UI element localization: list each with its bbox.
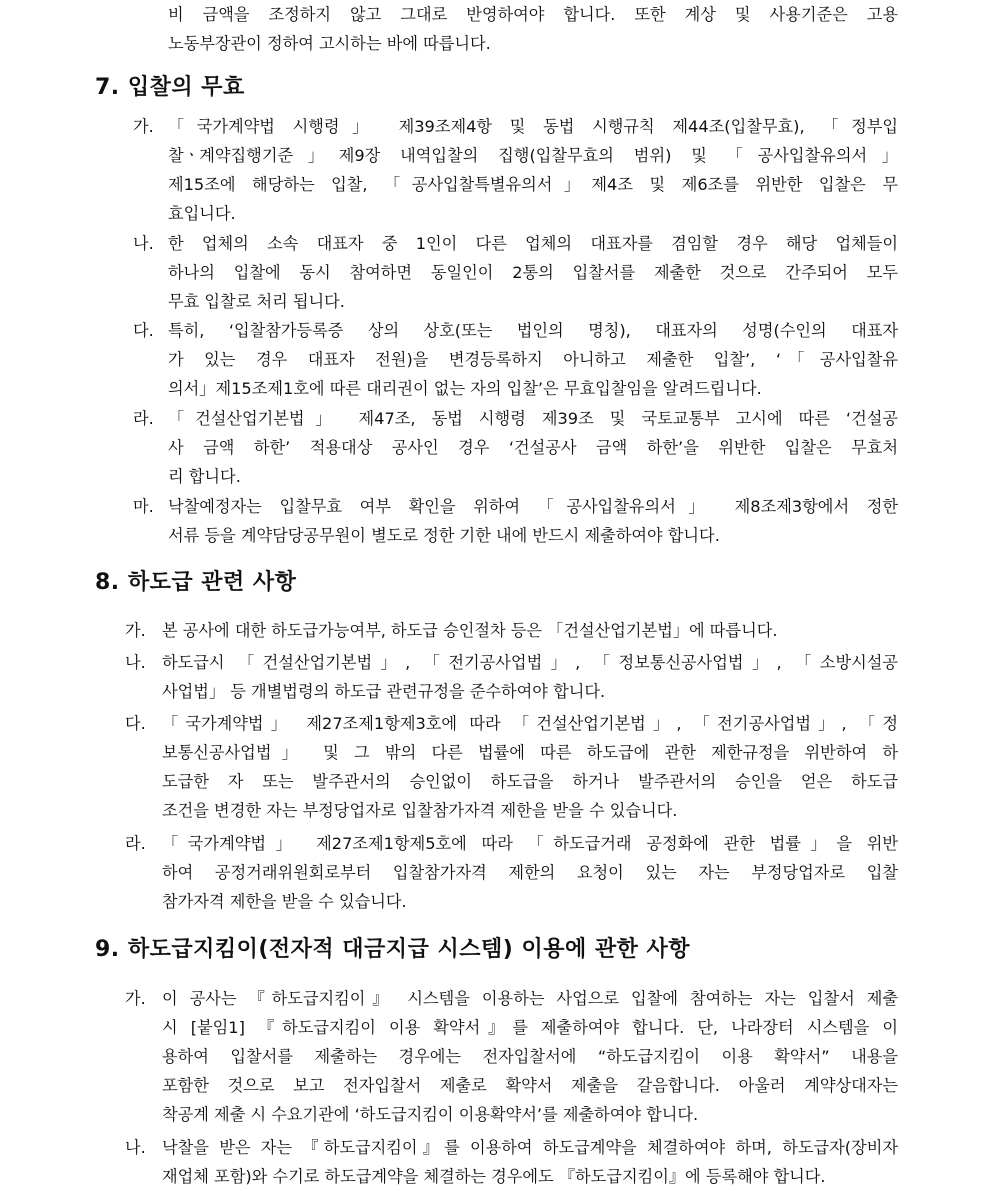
item-line: 의서」제15조제1호에 따른 대리권이 없는 자의 입찰’은 무효입찰임을 알려드립니다. — [168, 379, 762, 398]
section-7-item-ga — [133, 112, 898, 228]
item-line: 무효 입찰로 처리 됩니다. — [168, 292, 345, 311]
item-line: 「국가계약법」 제27조제1항제3호에 따라 「건설산업기본법」, 「전기공사업법」, 「정 — [162, 714, 898, 733]
item-line: 하나의 입찰에 동시 참여하면 동일인이 2통의 입찰서를 제출한 것으로 간주되어 모두 — [168, 263, 898, 282]
item-line: 하도급시 「건설산업기본법」, 「전기공사업법」, 「정보통신공사업법」, 「소방시설공 — [162, 653, 898, 672]
item-line: 「국가계약법 시행령」 제39조제4항 및 동법 시행규칙 제44조(입찰무효), 「정부입 — [168, 117, 898, 136]
item-marker: 가. — [133, 117, 154, 136]
intro-paragraph — [168, 0, 898, 58]
item-line: 서류 등을 계약담당공무원이 별도로 정한 기한 내에 반드시 제출하여야 합니다. — [168, 526, 720, 545]
item-marker: 가. — [125, 621, 146, 640]
item-line: 리 합니다. — [168, 467, 241, 486]
intro-line: 노동부장관이 정하여 고시하는 바에 따릅니다. — [168, 34, 491, 53]
section-8-item-na — [125, 648, 898, 706]
section-9-item-na — [125, 1133, 898, 1191]
section-7-heading: 7. 입찰의 무효 — [95, 75, 245, 100]
item-marker: 라. — [125, 834, 146, 853]
item-marker: 나. — [125, 1138, 146, 1157]
item-marker: 나. — [125, 653, 146, 672]
item-marker: 가. — [125, 989, 146, 1008]
item-line: 특히, ‘입찰참가등록증 상의 상호(또는 법인의 명칭), 대표자의 성명(수인의 대표자 — [168, 321, 898, 340]
item-marker: 나. — [133, 234, 154, 253]
section-8-item-ga — [125, 616, 898, 645]
item-line: 「국가계약법」 제27조제1항제5호에 따라 「하도급거래 공정화에 관한 법률」을 위반 — [162, 834, 898, 853]
item-line: 재업체 포함)와 수기로 하도급계약을 체결하는 경우에도 『하도급지킴이』에 등록해야 합니다. — [162, 1167, 826, 1186]
item-line: 낙찰을 받은 자는 『하도급지킴이』를 이용하여 하도급계약을 체결하여야 하며, 하도급자(장비자 — [162, 1138, 898, 1157]
item-line: 본 공사에 대한 하도급가능여부, 하도급 승인절차 등은 「건설산업기본법」에 따릅니다. — [162, 621, 778, 640]
item-line: 착공계 제출 시 수요기관에 ‘하도급지킴이 이용확약서’를 제출하여야 합니다. — [162, 1105, 699, 1124]
item-line: 보통신공사업법」 및 그 밖의 다른 법률에 따른 하도급에 관한 제한규정을 위반하여 하 — [162, 743, 898, 762]
item-marker: 다. — [133, 321, 154, 340]
item-line: 사 금액 하한’ 적용대상 공사인 경우 ‘건설공사 금액 하한’을 위반한 입찰은 무효처 — [168, 438, 898, 457]
item-marker: 다. — [125, 714, 146, 733]
item-line: 이 공사는 『하도급지킴이』 시스템을 이용하는 사업으로 입찰에 참여하는 자는 입찰서 제출 — [162, 989, 898, 1008]
item-marker: 마. — [133, 497, 154, 516]
item-line: 한 업체의 소속 대표자 중 1인이 다른 업체의 대표자를 겸임할 경우 해당 업체들이 — [168, 234, 898, 253]
item-line: 시 [붙임1] 『하도급지킴이 이용 확약서』를 제출하여야 합니다. 단, 나라장터 시스템을 이 — [162, 1018, 898, 1037]
section-8-item-ra — [125, 829, 898, 916]
section-7-item-na — [133, 229, 898, 316]
section-8-heading: 8. 하도급 관련 사항 — [95, 570, 297, 595]
item-line: 제15조에 해당하는 입찰, 「공사입찰특별유의서」제4조 및 제6조를 위반한 입찰은 무 — [168, 175, 898, 194]
item-line: 하여 공정거래위원회로부터 입찰참가자격 제한의 요청이 있는 자는 부정당업자로 입찰 — [162, 863, 898, 882]
item-line: 용하여 입찰서를 제출하는 경우에는 전자입찰서에 “하도급지킴이 이용 확약서” 내용을 — [162, 1047, 898, 1066]
item-line: 찰ㆍ계약집행기준」제9장 내역입찰의 집행(입찰무효의 범위) 및 「공사입찰유의서」 — [168, 146, 898, 165]
section-7-item-ma — [133, 492, 898, 550]
item-line: 가 있는 경우 대표자 전원)을 변경등록하지 아니하고 제출한 입찰’, ‘「공사입찰유 — [168, 350, 898, 369]
item-line: 「건설산업기본법」 제47조, 동법 시행령 제39조 및 국토교통부 고시에 따른 ‘건설공 — [168, 409, 898, 428]
item-marker: 라. — [133, 409, 154, 428]
item-line: 사업법」 등 개별법령의 하도급 관련규정을 준수하여야 합니다. — [162, 682, 606, 701]
section-9-heading: 9. 하도급지킴이(전자적 대금지급 시스템) 이용에 관한 사항 — [95, 937, 691, 962]
section-8-item-da — [125, 709, 898, 825]
section-7-item-da — [133, 316, 898, 403]
item-line: 낙찰예정자는 입찰무효 여부 확인을 위하여 「공사입찰유의서」 제8조제3항에서 정한 — [168, 497, 898, 516]
intro-line: 비 금액을 조정하지 않고 그대로 반영하여야 합니다. 또한 계상 및 사용기준은 고용 — [168, 5, 898, 24]
section-7-item-ra — [133, 404, 898, 491]
section-9-item-ga — [125, 984, 898, 1129]
item-line: 조건을 변경한 자는 부정당업자로 입찰참가자격 제한을 받을 수 있습니다. — [162, 801, 678, 820]
item-line: 효입니다. — [168, 204, 236, 223]
item-line: 참가자격 제한을 받을 수 있습니다. — [162, 892, 407, 911]
item-line: 도급한 자 또는 발주관서의 승인없이 하도급을 하거나 발주관서의 승인을 얻은 하도급 — [162, 772, 898, 791]
item-line: 포함한 것으로 보고 전자입찰서 제출로 확약서 제출을 갈음합니다. 아울러 계약상대자는 — [162, 1076, 898, 1095]
